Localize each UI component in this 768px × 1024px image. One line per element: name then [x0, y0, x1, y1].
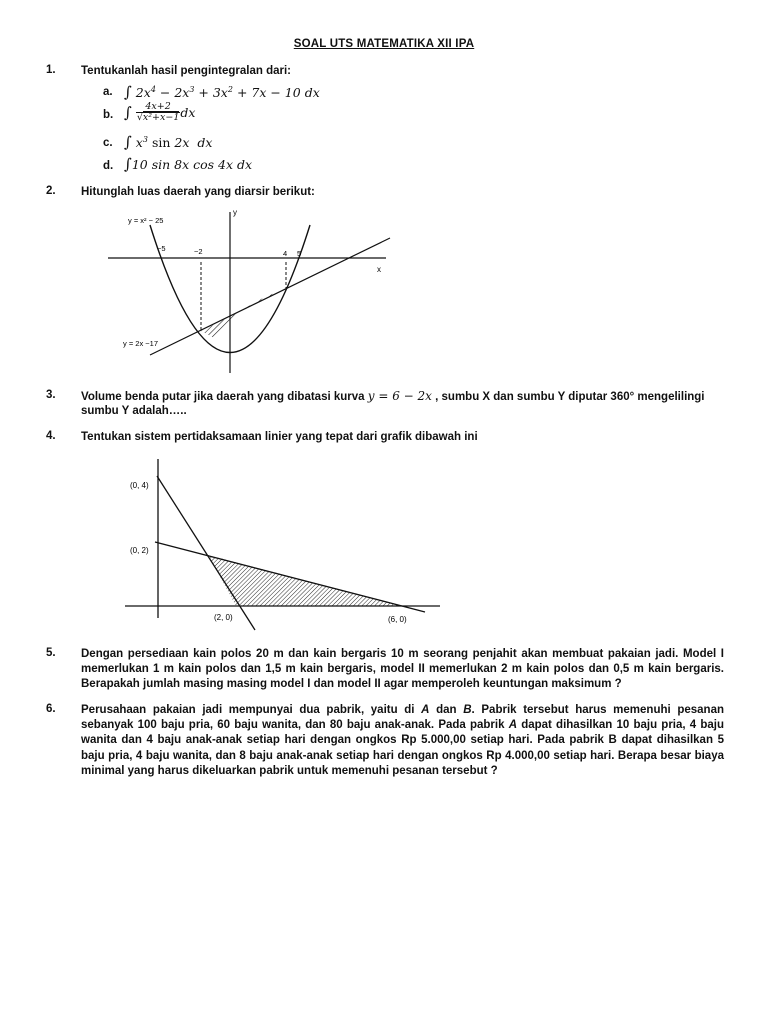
tick-4: 4 [283, 249, 288, 258]
q1-a-label: a. [103, 86, 113, 98]
q6-factory-a: A [421, 704, 430, 716]
tick-neg5: −5 [157, 244, 166, 253]
q1-b-label: b. [103, 109, 114, 121]
point-2-0-label: (2, 0) [214, 613, 233, 622]
q3-text-b: , sumbu X dan sumbu Y diputar 360° mengelilingi [435, 391, 705, 403]
shaded-region [201, 289, 286, 338]
q6-factory-b: B [463, 704, 472, 716]
question-6-number: 6. [46, 703, 56, 715]
tick-neg2: −2 [194, 247, 203, 256]
q6-factory-a-2: A [508, 719, 518, 732]
question-4-text: Tentukan sistem pertidaksamaan linier yang tepat dari grafik dibawah ini [81, 431, 478, 443]
q1-b-numerator: 4x+2 [136, 102, 181, 113]
q3-curve: y = 6 − 2x [367, 389, 432, 403]
tick-5: 5 [297, 249, 302, 258]
q1-d-integrand: 10 sin 8x cos 4x dx [131, 157, 253, 172]
question-6-text [81, 703, 724, 779]
question-4-number: 4. [46, 430, 56, 442]
question-1-text: Tentukanlah hasil pengintegralan dari: [81, 65, 292, 77]
parabola-area-graph [105, 206, 405, 376]
question-1-number: 1. [46, 64, 56, 76]
question-2-text: Hitunglah luas daerah yang diarsir berikut: [81, 186, 315, 198]
question-5-text: Dengan persediaan kain polos 20 m dan kain bergaris 10 m seorang penjahit akan membuat pakaian jadi. Model I memerlukan 1 m kain polos dan 1,5 m kain bergaris, model II memerlukan 2 m kain polos dan 0,5 m kain bergaris. Berapakah jumlah masing masing model I dan model II agar memperoleh keuntungan maksimum ? [81, 648, 724, 691]
q3-text-a: Volume benda putar jika daerah yang dibatasi kurva [81, 391, 365, 403]
linear-program-graph [105, 447, 450, 637]
q1-b-expression: ∫ $\frac{4x+2}{\text{√x²+x−1}}$ dx [124, 101, 196, 123]
question-3-text-cont: sumbu Y adalah….. [81, 405, 187, 417]
q1-c-expression: ∫ $x^3$ sin 2x dx [124, 133, 213, 151]
q6-and: dan [436, 704, 457, 716]
point-6-0-label: (6, 0) [388, 615, 407, 624]
q6-text-c: dapat dihasilkan 10 baju pria, 4 baju wanita dan 4 baju anak-anak setiap hari dengan ongkos Rp 5.000,00 setiap hari. Pada pabrik B dapat dihasilkan 5 baju pria, 4 baju wanita, dan 8 baju anak-anak setiap hari dengan ongkos Rp 4.000,00 setiap hari. Berapa besar biaya minimal yang harus dikeluarkan pabrik untuk memenuhi pesanan tersebut ? [81, 719, 724, 777]
q1-d-expression: ∫10 sin 8x cos 4x dx [124, 155, 253, 173]
y-axis-label: y [233, 208, 237, 217]
question-3-text [81, 389, 705, 405]
page-title: SOAL UTS MATEMATIKA XII IPA [293, 38, 475, 50]
q1-c-label: c. [103, 137, 113, 149]
q1-b-denominator: x²+x−1 [142, 112, 180, 123]
question-5-number: 5. [46, 647, 56, 659]
line-label: y = 2x −17 [123, 339, 159, 348]
q6-text-b: . Pabrik tersebut harus memenuhi pesanan sebanyak 100 baju pria, 60 baju wanita, dan 80 baju anak-anak. Pada pabrik [81, 704, 724, 732]
line-curve [150, 238, 390, 355]
parabola-label: y = x² − 25 [128, 216, 164, 225]
x-axis-label: x [377, 265, 381, 274]
q1-d-label: d. [103, 160, 114, 172]
q1-a-expression: ∫ $2x^4 - 2x^3 + 3x^2 + 7x - 10$ dx [124, 83, 320, 101]
question-3-number: 3. [46, 389, 56, 401]
point-0-4-label: (0, 4) [130, 481, 149, 490]
q6-text-a: Perusahaan pakaian jadi mempunyai dua pabrik, yaitu di [81, 704, 415, 716]
question-2-number: 2. [46, 185, 56, 197]
line-0-4-to-2-0 [157, 476, 255, 630]
point-0-2-label: (0, 2) [130, 546, 149, 555]
